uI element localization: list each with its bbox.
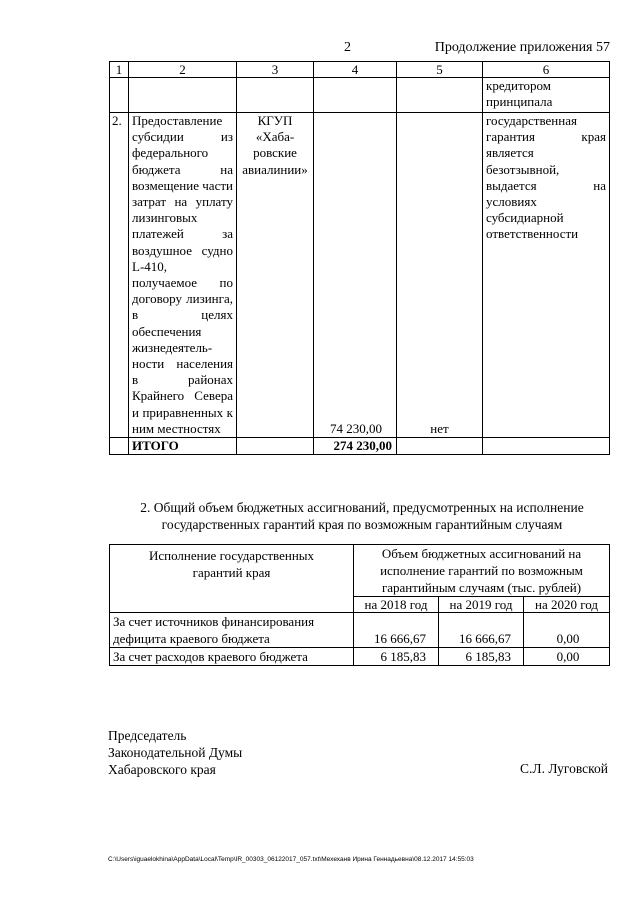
- col-number: 2: [129, 62, 237, 78]
- col-number: 6: [483, 62, 610, 78]
- head-left: Исполнение государственных гарантий края: [110, 545, 354, 613]
- conditions-cell: государственная гарантия края является безотзывной, выдается на условиях субсидиарной ответственности: [483, 113, 610, 438]
- total-label: ИТОГО: [129, 438, 237, 455]
- value-2018: 16 666,67: [354, 613, 439, 648]
- recourse-cell: нет: [397, 113, 483, 438]
- amount-cell: 74 230,00: [314, 113, 397, 438]
- continuation-label: Продолжение приложения 57: [434, 40, 610, 55]
- file-path-footer: C:\Users\iguaelokhina\AppData\Local\Temp\IR_00303_06122017_057.txt\Мехеханв Ирина Геннадьевна\08.12.2017 14:55:03: [108, 856, 474, 863]
- signature-title-3: Хабаровского края: [108, 762, 216, 777]
- value-2020: 0,00: [524, 648, 610, 666]
- year-header: на 2020 год: [524, 597, 610, 613]
- carryover-row: [110, 78, 610, 113]
- signature-title-1: Председатель: [108, 728, 187, 743]
- col-number: 1: [110, 62, 129, 78]
- row-label: За счет расходов краевого бюджета: [110, 648, 354, 666]
- page-number: 2: [344, 40, 351, 55]
- table-row: [110, 648, 610, 666]
- year-header: на 2019 год: [439, 597, 524, 613]
- total-amount: 274 230,00: [314, 438, 397, 455]
- col-number: 4: [314, 62, 397, 78]
- head-right: Объем бюджетных ассигнований на исполнение гарантий по возможным гарантийным случаям (тыс. рублей): [354, 545, 610, 597]
- signature-block: [108, 727, 242, 778]
- row-label: За счет источников финансирования дефицита краевого бюджета: [110, 613, 354, 648]
- column-number-row: [110, 62, 610, 78]
- col-number: 5: [397, 62, 483, 78]
- signatory-name: С.Л. Луговской: [520, 761, 608, 776]
- total-row: [110, 438, 610, 455]
- value-2020: 0,00: [524, 613, 610, 648]
- appropriations-table: [109, 544, 610, 666]
- year-header: на 2018 год: [354, 597, 439, 613]
- purpose-cell: Предоставление субсидии из федерального бюджета на возмещение части затрат на уплату лизинговых платежей за воздушное судно L-410, получаемое по договору лизинга, в целях обеспечения жизнедеятель-ности населения в районах Крайнего Севера и приравненных к ним местностях: [129, 113, 237, 438]
- table-row: [110, 113, 610, 438]
- signature-title-2: Законодательной Думы: [108, 745, 243, 760]
- value-2018: 6 185,83: [354, 648, 439, 666]
- principal-cell: КГУП «Хаба-ровские авиалинии»: [237, 113, 314, 438]
- row-number: 2.: [110, 113, 129, 438]
- carryover-cell: кредитором принципала: [483, 78, 610, 113]
- guarantees-table: [109, 61, 610, 455]
- value-2019: 16 666,67: [439, 613, 524, 648]
- col-number: 3: [237, 62, 314, 78]
- section-2-title: 2. Общий объем бюджетных ассигнований, предусмотренных на исполнение государственных гарантий края по возможным гарантийным случаям: [140, 500, 584, 532]
- value-2019: 6 185,83: [439, 648, 524, 666]
- table-row: [110, 613, 610, 648]
